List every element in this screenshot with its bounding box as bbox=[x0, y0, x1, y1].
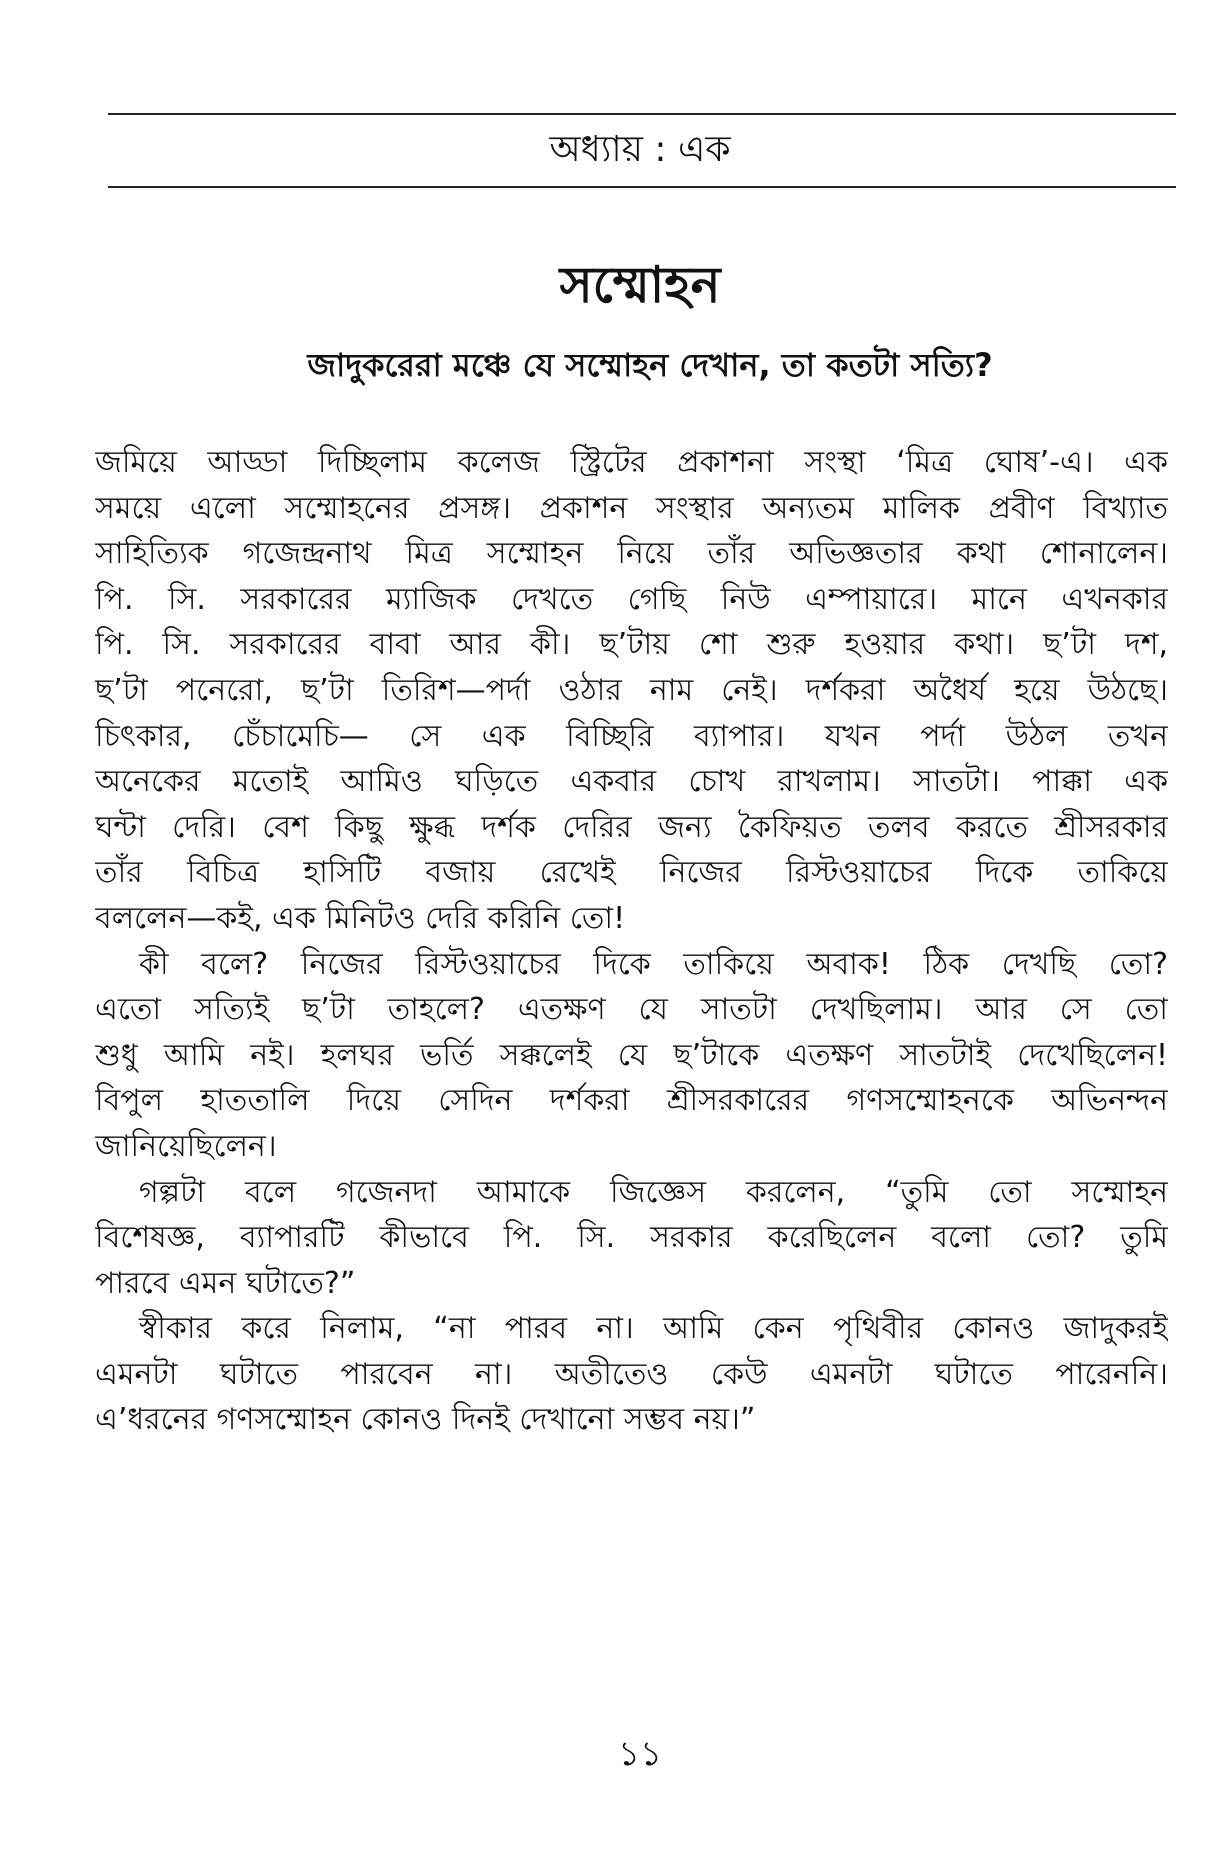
text-line: চিৎকার, চেঁচামেচি— সে এক বিচ্ছিরি ব্যাপার। যখন পর্দা উঠল তখন bbox=[95, 718, 1168, 754]
text-line: গল্পটা বলে গজেনদা আমাকে জিজ্ঞেস করলেন, “তুমি তো সম্মোহন bbox=[139, 1174, 1168, 1210]
text-line: বিপুল হাততালি দিয়ে সেদিন দর্শকরা শ্রীসরকারের গণসম্মোহনকে অভিনন্দন bbox=[95, 1083, 1168, 1119]
header-top-rule bbox=[108, 113, 1176, 115]
chapter-heading: অধ্যায় : এক bbox=[549, 129, 731, 170]
text-line: বিশেষজ্ঞ, ব্যাপারটি কীভাবে পি. সি. সরকার করেছিলেন বলো তো? তুমি bbox=[95, 1220, 1168, 1256]
text-line: তাঁর বিচিত্র হাসিটি বজায় রেখেই নিজের রিস্টওয়াচের দিকে তাকিয়ে bbox=[95, 855, 1168, 891]
text-line: এতো সত্যিই ছ’টা তাহলে? এতক্ষণ যে সাতটা দেখছিলাম। আর সে তো bbox=[95, 992, 1168, 1028]
text-line: বললেন—কই, এক মিনিটও দেরি করিনি তো! bbox=[95, 900, 626, 936]
text-line: সাহিত্যিক গজেন্দ্রনাথ মিত্র সম্মোহন নিয়ে তাঁর অভিজ্ঞতার কথা শোনালেন। bbox=[95, 536, 1168, 572]
text-line: সময়ে এলো সম্মোহনের প্রসঙ্গ। প্রকাশন সংস্থার অন্যতম মালিক প্রবীণ বিখ্যাত bbox=[95, 490, 1168, 526]
text-line: জানিয়েছিলেন। bbox=[95, 1128, 277, 1164]
page-title: সম্মোহন bbox=[559, 256, 721, 314]
page-number: ১১ bbox=[617, 1734, 663, 1774]
text-line: পি. সি. সরকারের বাবা আর কী। ছ’টায় শো শুরু হওয়ার কথা। ছ’টা দশ, bbox=[95, 627, 1168, 663]
text-line: পি. সি. সরকারের ম্যাজিক দেখতে গেছি নিউ এম্পায়ারে। মানে এখনকার bbox=[95, 581, 1168, 617]
header-bottom-rule bbox=[108, 186, 1176, 188]
page-subtitle: জাদুকরেরা মঞ্চে যে সম্মোহন দেখান, তা কতটা সত্যি? bbox=[307, 346, 993, 384]
text-line: এমনটা ঘটাতে পারবেন না। অতীতেও কেউ এমনটা ঘটাতে পারেননি। bbox=[95, 1356, 1168, 1392]
body-text bbox=[95, 440, 1168, 1443]
text-line: জমিয়ে আড্ডা দিচ্ছিলাম কলেজ স্ট্রিটের প্রকাশনা সংস্থা ‘মিত্র ঘোষ’-এ। এক bbox=[95, 445, 1168, 480]
text-line: এ’ধরনের গণসম্মোহন কোনও দিনই দেখানো সম্ভব নয়।” bbox=[95, 1402, 756, 1438]
text-line: ছ’টা পনেরো, ছ’টা তিরিশ—পর্দা ওঠার নাম নেই। দর্শকরা অধৈর্য হয়ে উঠছে। bbox=[95, 672, 1168, 708]
text-line: কী বলে? নিজের রিস্টওয়াচের দিকে তাকিয়ে অবাক! ঠিক দেখছি তো? bbox=[139, 946, 1168, 982]
text-line: পারবে এমন ঘটাতে?” bbox=[95, 1265, 356, 1301]
text-line: ঘন্টা দেরি। বেশ কিছু ক্ষুব্ধ দর্শক দেরির জন্য কৈফিয়ত তলব করতে শ্রীসরকার bbox=[95, 809, 1168, 845]
text-line: শুধু আমি নই। হলঘর ভর্তি সক্কলেই যে ছ’টাকে এতক্ষণ সাতটাই দেখেছিলেন! bbox=[95, 1037, 1168, 1073]
text-line: স্বীকার করে নিলাম, “না পারব না। আমি কেন পৃথিবীর কোনও জাদুকরই bbox=[139, 1311, 1168, 1347]
text-line: অনেকের মতোই আমিও ঘড়িতে একবার চোখ রাখলাম। সাতটা। পাক্কা এক bbox=[95, 764, 1168, 800]
